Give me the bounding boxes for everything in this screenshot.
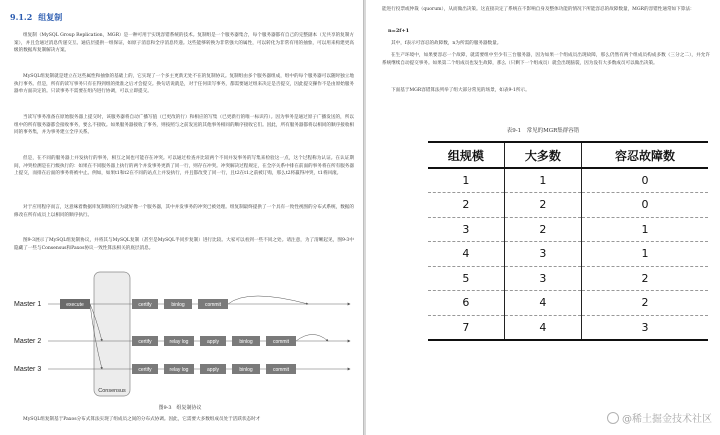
row2-relaylog-label: relay log	[169, 339, 189, 345]
row3-commit-label: commit	[272, 367, 290, 373]
paragraph-1: 组复制（MySQL Group Replication，MGR）是一种可用于实现容错系统的技术。复制组是一个服务器集合，每个服务器都有自己的完整副本（无共享的复制方案），并且会通过消息传递交互。通信层提供一组保证，如原子消息和全序消息传递。这些能够转换为非常强大的属性，可以转化为非常有用的抽象，可以用来构建更高级的数据库复制解决方案。	[14, 33, 354, 53]
consensus-box	[94, 272, 130, 396]
cell-group-size: 6	[428, 291, 504, 316]
section-heading	[10, 12, 68, 23]
cell-majority: 1	[504, 168, 581, 193]
table-row	[428, 242, 708, 267]
section-number: 9.1.2	[10, 12, 33, 22]
table-row	[428, 315, 708, 340]
cell-group-size: 1	[428, 168, 504, 193]
cell-tolerated: 3	[582, 315, 708, 340]
right-paragraph-2: 其中，f表示可容忍的故障数，n为所需的服务器数量。	[391, 41, 502, 46]
cell-tolerated: 1	[582, 242, 708, 267]
paragraph-3: 当读写事务准备在原始服务器上提交时，该服务器将自动广播写值（已更改的行）和相应的写集（已更新行的唯一标识符）。因为事务是通过原子广播发送的，所以组中的所有服务器都会接收事务，要么不接收。如果服务器接收了事务，则按照与之前发送的其他事务相同的顺序接收它们。因此，所有服务器都将以相同的顺序接收相同的事务集，并为事务建立全序关系。	[14, 115, 354, 135]
row3-binlog-label: binlog	[239, 367, 253, 373]
table-caption: 表9-1 常见的MGR集群容错	[506, 128, 580, 134]
figure-caption: 图9-3 组复制协议	[158, 405, 202, 411]
row2-certify-label: certify	[138, 339, 152, 345]
row1-binlog-label: binlog	[171, 302, 185, 308]
cell-group-size: 5	[428, 266, 504, 291]
cell-group-size: 3	[428, 217, 504, 242]
table-row	[428, 217, 708, 242]
cell-tolerated: 1	[582, 217, 708, 242]
table-header-row	[428, 142, 708, 168]
cell-tolerated: 2	[582, 291, 708, 316]
table-row	[428, 193, 708, 218]
table-row	[428, 168, 708, 193]
row2-apply-label: apply	[207, 339, 219, 345]
right-paragraph-4: 下面基于MGR容错算法列举了组大部分常见的场景，如表9-1所示。	[391, 88, 530, 93]
fault-tolerance-table	[428, 141, 708, 341]
master-1-label: Master 1	[14, 301, 42, 308]
cell-group-size: 2	[428, 193, 504, 218]
cell-majority: 2	[504, 193, 581, 218]
master-3-label: Master 3	[14, 366, 42, 373]
header-majority: 大多数	[504, 142, 581, 168]
cell-group-size: 4	[428, 242, 504, 267]
cell-group-size: 7	[428, 315, 504, 340]
execute-label: execute	[66, 302, 84, 308]
paragraph-5: 对于应用程序而言，这意味着数据库复制组的行为就好像一个服务器，其中并发事务的冲突已被处理。组复制最终提供了一个具有一致性视图的分布式系统，数据的修改在所有成员上以相同的顺序执行。	[14, 205, 354, 218]
commit-arc-2	[296, 335, 328, 342]
right-paragraph-3: 在生产环境中，如果要容忍一个故障，就需要组中至少有三台服务器，因为如果一个组成员出现故障，那么仍然有两个组成员构成多数（三分之二），并允许系统继续自动提交事务。如果第二个组成员也发生故障，那么（只剩下一个组成员）就会出现脑裂，因为没有大多数成员可以做出决策。	[382, 53, 710, 66]
header-group-size: 组规模	[428, 142, 504, 168]
commit-arc-1	[228, 296, 308, 304]
row2-commit-label: commit	[272, 339, 290, 345]
group-replication-diagram	[8, 268, 356, 402]
row1-commit-label: commit	[204, 302, 222, 308]
row1-certify-label: certify	[138, 302, 152, 308]
cell-majority: 4	[504, 291, 581, 316]
row3-certify-label: certify	[138, 367, 152, 373]
table-row	[428, 266, 708, 291]
row3-apply-label: apply	[207, 367, 219, 373]
paragraph-6: 图9-3展示了MySQL组复制协议，并将其与MySQL复制（甚至是MySQL半同步复制）进行比较。大家可以看到一些不同之处。请注意，为了清晰起见，图9-3中隐藏了一些与Consensus和Paxos协议一致性算法相关的底层消息。	[14, 238, 354, 251]
paragraph-4: 但是，在不同的服务器上并发执行的事务，相互之间也可能存在冲突。可以通过检查并比较两个不同并发事务的写集来检验这一点，这个过程称为认证。在认证期间，冲突检测是在行级执行的：如果在不同服务器上执行的两个并发事务更新了同一行，则存在冲突。冲突解决过程规定，在全序关系中排在前面的事务将在所有服务器上提交，而排在后面的事务将被中止。例如，如果t1和t2在不同的站点上并发执行，并且都改变了同一行，且t2在t1之前被订购，那么t2将赢得冲突，t1将回滚。	[14, 156, 354, 176]
cell-tolerated: 2	[582, 266, 708, 291]
consensus-label: Consensus	[98, 388, 126, 394]
watermark	[607, 410, 712, 425]
cell-majority: 3	[504, 266, 581, 291]
right-top-paragraph: 能进行投票或仲裁（quorum），从而做出决策。这直接决定了系统在不影响自身及整体功能的情况下所能容忍的故障数量，MGR的容错性通常如下算法：	[382, 7, 695, 12]
table-row	[428, 291, 708, 316]
paragraph-2: MySQL组复制就是建立在这些属性和抽象的基础上的，它实现了一个多主更新无处不在的复制协议。复制组由多个服务器组成，组中的每个服务器可以随时独立地执行事务。但是，所有的读写事务只有在得到组的批准之后才会提交。换句话说就是，对于任何读写事务，都需要通过组来决定是否提交，因此提交操作不是由原始服务器单方面决定的。只读事务不需要在组内进行协调，可以立即提交。	[14, 74, 354, 94]
cell-majority: 4	[504, 315, 581, 340]
watermark-text: @稀土掘金技术社区	[622, 414, 712, 425]
juejin-logo-icon	[607, 412, 619, 424]
footer-paragraph: MySQL组复制基于Paxos分布式算法实现了组成员之间的分布式协调。因此，它需要大多数组成员处于活跃状态时才	[23, 417, 261, 422]
right-page	[366, 0, 720, 435]
tolerance-formula: n=2f+1	[388, 28, 410, 34]
row2-binlog-label: binlog	[239, 339, 253, 345]
cell-tolerated: 0	[582, 193, 708, 218]
section-title: 组复制	[38, 12, 63, 22]
cell-majority: 2	[504, 217, 581, 242]
cell-tolerated: 0	[582, 168, 708, 193]
cell-majority: 3	[504, 242, 581, 267]
header-tolerated-failures: 容忍故障数	[582, 142, 708, 168]
master-2-label: Master 2	[14, 338, 42, 345]
row3-relaylog-label: relay log	[169, 367, 189, 373]
